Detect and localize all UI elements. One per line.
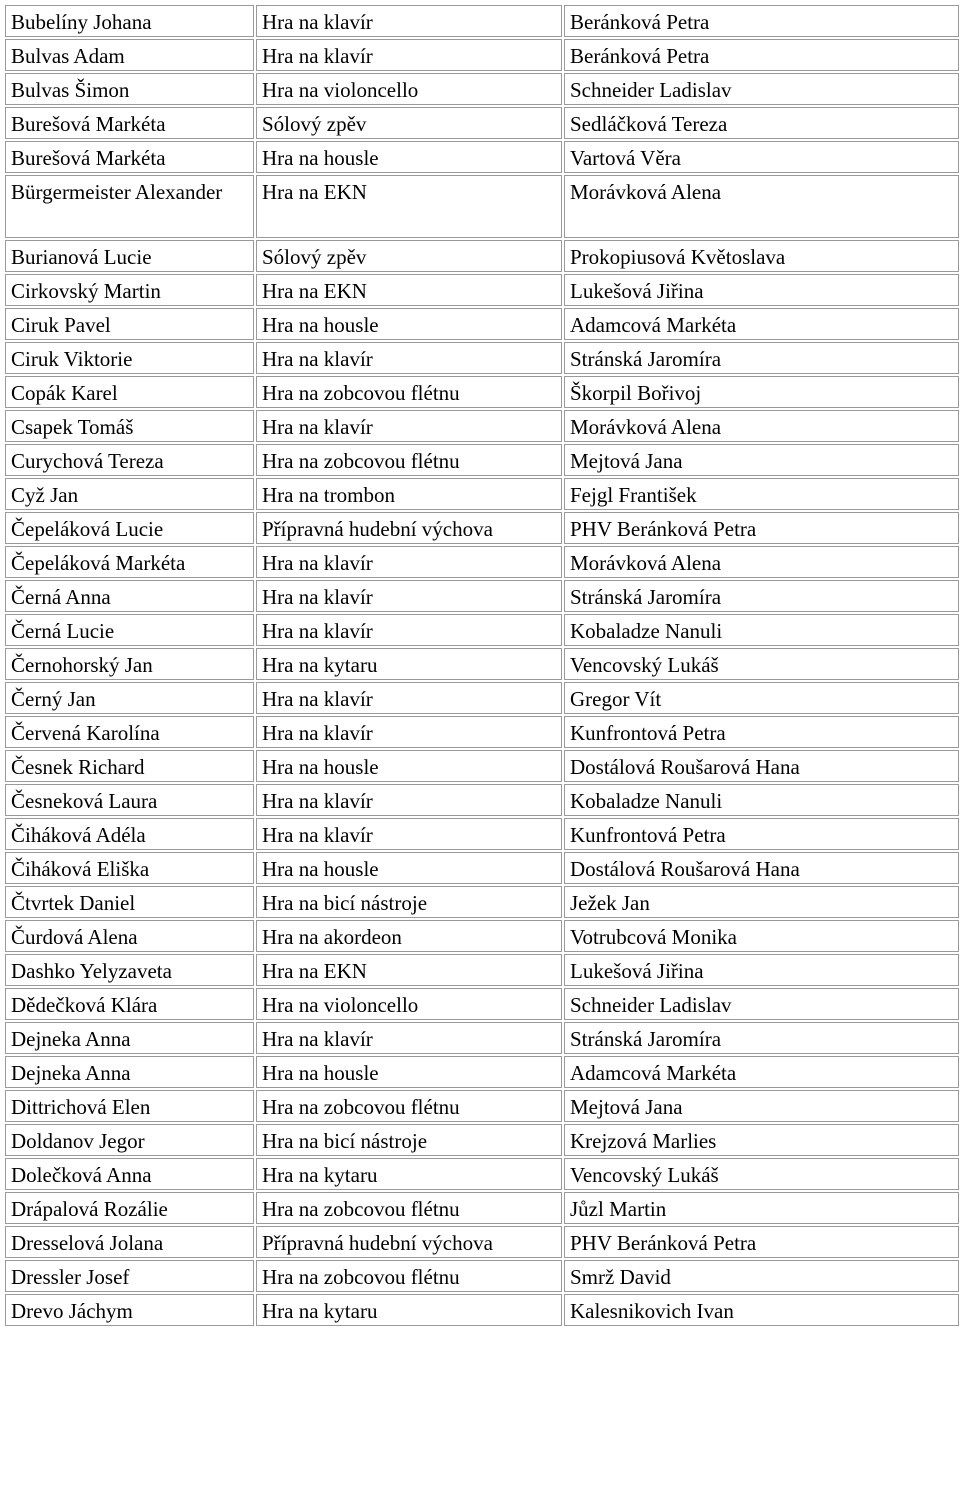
- table-row: [5, 682, 959, 714]
- subject-cell: Hra na kytaru: [256, 1294, 562, 1326]
- student-name-cell: Čepeláková Markéta: [5, 546, 254, 578]
- subject-cell: Hra na akordeon: [256, 920, 562, 952]
- teacher-cell: PHV Beránková Petra: [564, 512, 959, 544]
- subject-cell: Sólový zpěv: [256, 240, 562, 272]
- table-row: [5, 342, 959, 374]
- subject-cell: Hra na klavír: [256, 546, 562, 578]
- subject-cell: Hra na klavír: [256, 682, 562, 714]
- teacher-cell: Vencovský Lukáš: [564, 1158, 959, 1190]
- student-name-cell: Černá Lucie: [5, 614, 254, 646]
- subject-cell: Hra na bicí nástroje: [256, 1124, 562, 1156]
- table-row: [5, 1226, 959, 1258]
- table-row: [5, 107, 959, 139]
- student-name-cell: Drápalová Rozálie: [5, 1192, 254, 1224]
- table-row: [5, 1158, 959, 1190]
- subject-cell: Hra na violoncello: [256, 988, 562, 1020]
- student-name-cell: Dejneka Anna: [5, 1056, 254, 1088]
- teacher-cell: Smrž David: [564, 1260, 959, 1292]
- table-row: [5, 5, 959, 37]
- student-name-cell: Čiháková Adéla: [5, 818, 254, 850]
- teacher-cell: Kobaladze Nanuli: [564, 614, 959, 646]
- table-row: [5, 410, 959, 442]
- teacher-cell: Schneider Ladislav: [564, 988, 959, 1020]
- table-row: [5, 376, 959, 408]
- student-name-cell: Drevo Jáchym: [5, 1294, 254, 1326]
- student-name-cell: Burešová Markéta: [5, 141, 254, 173]
- student-name-cell: Červená Karolína: [5, 716, 254, 748]
- student-name-cell: Dashko Yelyzaveta: [5, 954, 254, 986]
- teacher-cell: Škorpil Bořivoj: [564, 376, 959, 408]
- subject-cell: Hra na housle: [256, 1056, 562, 1088]
- teacher-cell: Vartová Věra: [564, 141, 959, 173]
- subject-cell: Hra na EKN: [256, 175, 562, 238]
- subject-cell: Hra na bicí nástroje: [256, 886, 562, 918]
- student-name-cell: Burešová Markéta: [5, 107, 254, 139]
- subject-cell: Hra na trombon: [256, 478, 562, 510]
- table-row: [5, 73, 959, 105]
- student-name-cell: Černá Anna: [5, 580, 254, 612]
- student-name-cell: Dejneka Anna: [5, 1022, 254, 1054]
- student-name-cell: Burianová Lucie: [5, 240, 254, 272]
- subject-cell: Hra na housle: [256, 750, 562, 782]
- table-row: [5, 444, 959, 476]
- table-row: [5, 512, 959, 544]
- table-row: [5, 141, 959, 173]
- teacher-cell: Ježek Jan: [564, 886, 959, 918]
- table-row: [5, 716, 959, 748]
- subject-cell: Sólový zpěv: [256, 107, 562, 139]
- table-row: [5, 988, 959, 1020]
- student-name-cell: Čtvrtek Daniel: [5, 886, 254, 918]
- table-row: [5, 546, 959, 578]
- student-name-cell: Čurdová Alena: [5, 920, 254, 952]
- teacher-cell: Prokopiusová Květoslava: [564, 240, 959, 272]
- table-row: [5, 1294, 959, 1326]
- student-name-cell: Curychová Tereza: [5, 444, 254, 476]
- teacher-cell: Stránská Jaromíra: [564, 1022, 959, 1054]
- teacher-cell: Jůzl Martin: [564, 1192, 959, 1224]
- table-row: [5, 1056, 959, 1088]
- table-row: [5, 750, 959, 782]
- roster-body: [5, 5, 959, 1326]
- table-row: [5, 1022, 959, 1054]
- table-row: [5, 478, 959, 510]
- subject-cell: Hra na zobcovou flétnu: [256, 376, 562, 408]
- teacher-cell: Krejzová Marlies: [564, 1124, 959, 1156]
- teacher-cell: Kunfrontová Petra: [564, 716, 959, 748]
- teacher-cell: PHV Beránková Petra: [564, 1226, 959, 1258]
- student-name-cell: Čiháková Eliška: [5, 852, 254, 884]
- table-row: [5, 818, 959, 850]
- teacher-cell: Kalesnikovich Ivan: [564, 1294, 959, 1326]
- teacher-cell: Dostálová Roušarová Hana: [564, 852, 959, 884]
- table-row: [5, 1124, 959, 1156]
- teacher-cell: Vencovský Lukáš: [564, 648, 959, 680]
- teacher-cell: Kobaladze Nanuli: [564, 784, 959, 816]
- teacher-cell: Lukešová Jiřina: [564, 274, 959, 306]
- teacher-cell: Adamcová Markéta: [564, 308, 959, 340]
- subject-cell: Hra na zobcovou flétnu: [256, 1090, 562, 1122]
- teacher-cell: Gregor Vít: [564, 682, 959, 714]
- subject-cell: Hra na EKN: [256, 274, 562, 306]
- subject-cell: Hra na housle: [256, 852, 562, 884]
- subject-cell: Hra na klavír: [256, 614, 562, 646]
- subject-cell: Hra na klavír: [256, 784, 562, 816]
- table-row: [5, 580, 959, 612]
- subject-cell: Hra na housle: [256, 308, 562, 340]
- subject-cell: Hra na klavír: [256, 1022, 562, 1054]
- table-row: [5, 175, 959, 238]
- subject-cell: Přípravná hudební výchova: [256, 1226, 562, 1258]
- table-row: [5, 784, 959, 816]
- table-row: [5, 954, 959, 986]
- table-row: [5, 920, 959, 952]
- subject-cell: Hra na violoncello: [256, 73, 562, 105]
- teacher-cell: Stránská Jaromíra: [564, 342, 959, 374]
- student-name-cell: Cirkovský Martin: [5, 274, 254, 306]
- student-name-cell: Česnek Richard: [5, 750, 254, 782]
- teacher-cell: Kunfrontová Petra: [564, 818, 959, 850]
- subject-cell: Hra na zobcovou flétnu: [256, 444, 562, 476]
- student-name-cell: Dresselová Jolana: [5, 1226, 254, 1258]
- table-row: [5, 240, 959, 272]
- table-row: [5, 1192, 959, 1224]
- subject-cell: Hra na kytaru: [256, 1158, 562, 1190]
- student-name-cell: Cyž Jan: [5, 478, 254, 510]
- student-name-cell: Ciruk Viktorie: [5, 342, 254, 374]
- student-name-cell: Bulvas Adam: [5, 39, 254, 71]
- teacher-cell: Mejtová Jana: [564, 444, 959, 476]
- teacher-cell: Mejtová Jana: [564, 1090, 959, 1122]
- subject-cell: Hra na klavír: [256, 818, 562, 850]
- subject-cell: Přípravná hudební výchova: [256, 512, 562, 544]
- subject-cell: Hra na housle: [256, 141, 562, 173]
- teacher-cell: Morávková Alena: [564, 546, 959, 578]
- student-name-cell: Čepeláková Lucie: [5, 512, 254, 544]
- teacher-cell: Fejgl František: [564, 478, 959, 510]
- table-row: [5, 1090, 959, 1122]
- table-row: [5, 648, 959, 680]
- student-name-cell: Dědečková Klára: [5, 988, 254, 1020]
- subject-cell: Hra na klavír: [256, 5, 562, 37]
- teacher-cell: Beránková Petra: [564, 39, 959, 71]
- student-name-cell: Csapek Tomáš: [5, 410, 254, 442]
- subject-cell: Hra na EKN: [256, 954, 562, 986]
- subject-cell: Hra na klavír: [256, 580, 562, 612]
- student-name-cell: Česneková Laura: [5, 784, 254, 816]
- subject-cell: Hra na klavír: [256, 39, 562, 71]
- student-name-cell: Bürgermeister Alexander: [5, 175, 254, 238]
- student-roster-table: [3, 3, 960, 1328]
- student-name-cell: Černohorský Jan: [5, 648, 254, 680]
- table-row: [5, 852, 959, 884]
- student-name-cell: Copák Karel: [5, 376, 254, 408]
- student-name-cell: Černý Jan: [5, 682, 254, 714]
- subject-cell: Hra na kytaru: [256, 648, 562, 680]
- teacher-cell: Morávková Alena: [564, 410, 959, 442]
- subject-cell: Hra na zobcovou flétnu: [256, 1260, 562, 1292]
- table-row: [5, 614, 959, 646]
- teacher-cell: Schneider Ladislav: [564, 73, 959, 105]
- student-name-cell: Dittrichová Elen: [5, 1090, 254, 1122]
- student-name-cell: Dolečková Anna: [5, 1158, 254, 1190]
- teacher-cell: Votrubcová Monika: [564, 920, 959, 952]
- subject-cell: Hra na klavír: [256, 342, 562, 374]
- teacher-cell: Morávková Alena: [564, 175, 959, 238]
- student-name-cell: Bulvas Šimon: [5, 73, 254, 105]
- student-name-cell: Bubelíny Johana: [5, 5, 254, 37]
- teacher-cell: Beránková Petra: [564, 5, 959, 37]
- table-row: [5, 886, 959, 918]
- student-name-cell: Ciruk Pavel: [5, 308, 254, 340]
- teacher-cell: Stránská Jaromíra: [564, 580, 959, 612]
- subject-cell: Hra na klavír: [256, 410, 562, 442]
- table-row: [5, 39, 959, 71]
- subject-cell: Hra na klavír: [256, 716, 562, 748]
- teacher-cell: Dostálová Roušarová Hana: [564, 750, 959, 782]
- subject-cell: Hra na zobcovou flétnu: [256, 1192, 562, 1224]
- teacher-cell: Lukešová Jiřina: [564, 954, 959, 986]
- student-name-cell: Doldanov Jegor: [5, 1124, 254, 1156]
- table-row: [5, 274, 959, 306]
- teacher-cell: Adamcová Markéta: [564, 1056, 959, 1088]
- teacher-cell: Sedláčková Tereza: [564, 107, 959, 139]
- table-row: [5, 1260, 959, 1292]
- student-name-cell: Dressler Josef: [5, 1260, 254, 1292]
- table-row: [5, 308, 959, 340]
